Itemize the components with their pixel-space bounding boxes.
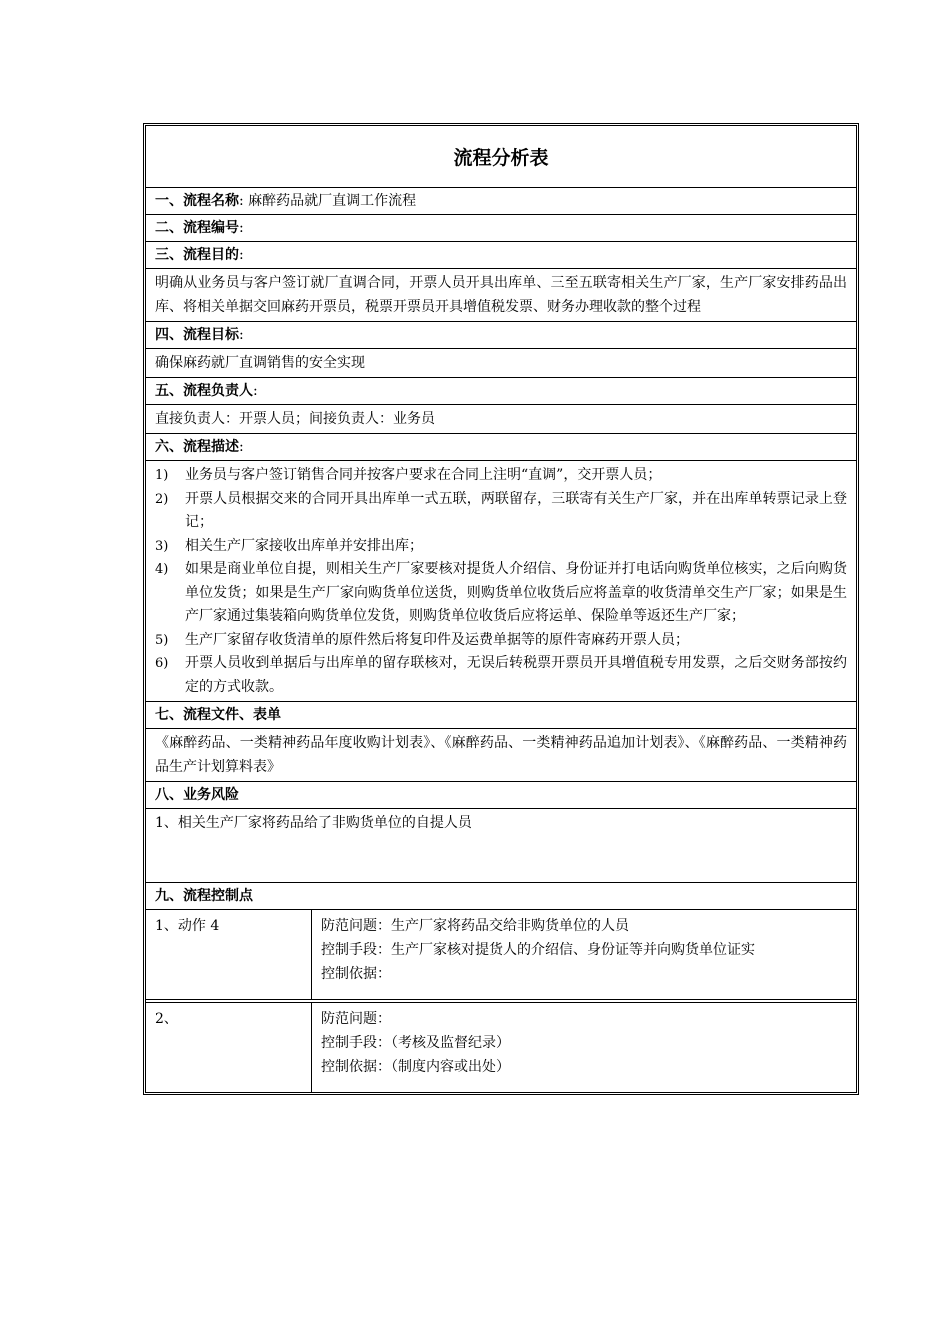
list-item: 5) 生产厂家留存收货清单的原件然后将复印件及运费单据等的原件寄麻药开票人员； (155, 631, 689, 648)
section-label: 五、流程负责人 (155, 383, 253, 399)
section-process-goal-header: 四、流程目标: (146, 322, 856, 349)
section-label: 九、流程控制点 (155, 888, 253, 904)
control-point-label: 1、动作 4 (146, 910, 312, 999)
process-purpose-content: 明确从业务员与客户签订就厂直调合同，开票人员开具出库单、三至五联寄相关生产厂家，生产厂家安排药品出库、将相关单据交回麻药开票员，税票开票员开具增值税发票、财务办理收款的整个过程 (146, 269, 856, 322)
section-label: 二、流程编号 (155, 220, 239, 236)
section-process-description-header: 六、流程描述: (146, 434, 856, 461)
table-row (146, 910, 856, 999)
section-process-purpose-header: 三、流程目的: (146, 242, 856, 269)
section-label: 一、流程名称 (155, 193, 239, 209)
section-process-number: 二、流程编号: (146, 215, 856, 242)
list-item: 3) 相关生产厂家接收出库单并安排出库； (155, 537, 423, 554)
section-label: 三、流程目的 (155, 247, 239, 263)
business-risk-content: 1、相关生产厂家将药品给了非购货单位的自提人员 (146, 809, 856, 883)
process-name-value: 麻醉药品就厂直调工作流程 (248, 193, 417, 209)
process-description-content (146, 461, 856, 702)
section-label: 四、流程目标 (155, 327, 239, 343)
list-item: 1) 业务员与客户签订销售合同并按客户要求在合同上注明“直调”，交开票人员； (155, 467, 662, 483)
section-business-risk-header (146, 782, 856, 809)
section-label: 八、业务风险 (155, 787, 239, 803)
control-point-detail: 防范问题： 控制手段：（考核及监督纪录） 控制依据：（制度内容或出处） (321, 1011, 510, 1075)
section-process-name: 一、流程名称: 麻醉药品就厂直调工作流程 (146, 188, 856, 215)
process-analysis-table (143, 123, 859, 1095)
list-item: 2) 开票人员根据交来的合同开具出库单一式五联，两联留存，三联寄有关生产厂家，并在出库单转票记录上登记； (155, 490, 847, 530)
process-documents-content: 《麻醉药品、一类精神药品年度收购计划表》、《麻醉药品、一类精神药品追加计划表》、《麻醉药品、一类精神药品生产计划算料表》 (146, 729, 856, 782)
control-points-table (146, 910, 856, 1092)
control-point-label: 2、 (146, 1003, 312, 1092)
section-control-points-header (146, 883, 856, 910)
process-goal-content: 确保麻药就厂直调销售的安全实现 (146, 349, 856, 378)
process-owner-content: 直接负责人：开票人员；间接负责人：业务员 (146, 405, 856, 434)
control-point-detail: 防范问题：生产厂家将药品交给非购货单位的人员 控制手段：生产厂家核对提货人的介绍信、身份证等并向购货单位证实 控制依据： (321, 918, 755, 982)
section-label: 六、流程描述 (155, 439, 239, 455)
section-process-documents-header (146, 702, 856, 729)
section-process-owner-header: 五、流程负责人: (146, 378, 856, 405)
table-title: 流程分析表 (146, 126, 856, 188)
section-label: 七、流程文件、表单 (155, 707, 281, 723)
list-item: 6) 开票人员收到单据后与出库单的留存联核对，无误后转税票开票员开具增值税专用发票，之后交财务部按约定的方式收款。 (155, 655, 847, 695)
list-item: 4) 如果是商业单位自提，则相关生产厂家要核对提货人介绍信、身份证并打电话向购货单位核实，之后向购货单位发货；如果是生产厂家向购货单位送货，则购货单位收货后应将盖章的收货清单交生产厂家；如果是生产厂家通过集装箱向购货单位发货，则购货单位收货后应将运单、保险单等返还生产厂家； (155, 561, 847, 624)
table-row (146, 1002, 856, 1092)
